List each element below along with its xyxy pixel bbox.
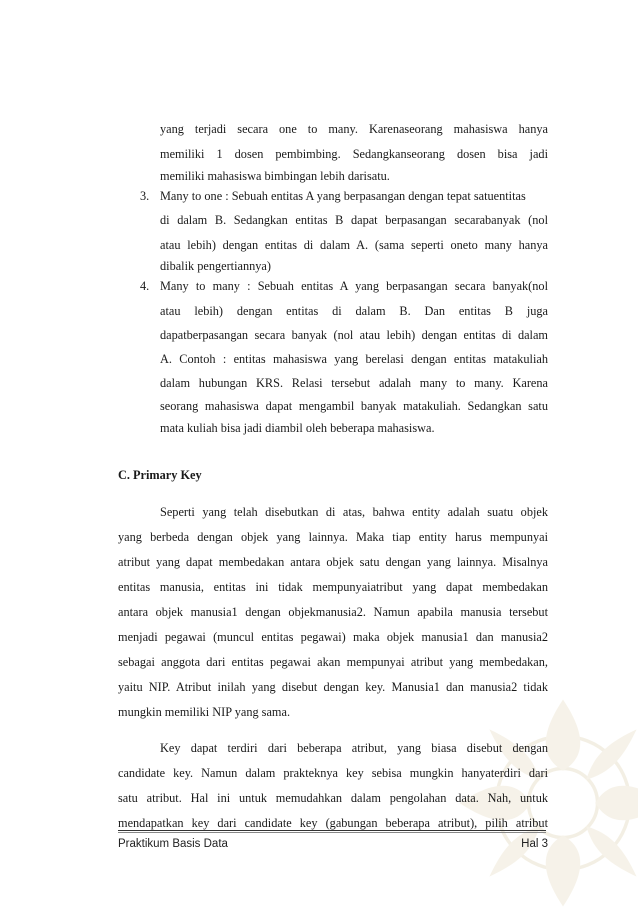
paragraph-line: atribut yang dapat membedakan antara objek satu dengan yang lainnya. Misalnya [118, 555, 548, 569]
paragraph-line: yang berbeda dengan objek yang lainnya. Maka tiap entity harus mempunyai [118, 530, 548, 544]
paragraph-line: mungkin memiliki NIP yang sama. [118, 705, 291, 719]
list-item-line: dibalik pengertiannya) [160, 259, 271, 273]
list-item-line: dalam hubungan KRS. Relasi tersebut adalah many to many. Karena [160, 376, 548, 390]
paragraph-line: antara objek manusia1 dengan objekmanusia2. Namun apabila manusia tersebut [118, 605, 548, 619]
list-item-line: seorang mahasiswa dapat mengambil banyak matakuliah. Sedangkan satu [160, 399, 548, 413]
list-item-line: dapatberpasangan secara banyak (nol atau lebih) dengan entitas di dalam [160, 328, 548, 342]
paragraph-line: sebagai anggota dari entitas pegawai akan mempunyai atribut yang membedakan, [118, 655, 548, 669]
list-number: 4. [140, 279, 150, 293]
paragraph-line: entitas manusia, entitas ini tidak mempunyaiatribut yang dapat membedakan [118, 580, 548, 594]
list-item-line: Many to many : Sebuah entitas A yang berpasangan secara banyak(nol [160, 279, 548, 293]
list-number: 3. [140, 189, 150, 203]
footer-page-number: Hal 3 [521, 838, 548, 850]
paragraph-line: satu atribut. Hal ini untuk memudahkan dalam pengolahan data. Nah, untuk [118, 791, 548, 805]
section-heading: C. Primary Key [118, 468, 202, 482]
paragraph-line: menjadi pegawai (muncul entitas pegawai) maka objek manusia1 dan manusia2 [118, 630, 548, 644]
continuation-line: yang terjadi secara one to many. Karenaseorang mahasiswa hanya [160, 122, 548, 136]
list-item-line: atau lebih) dengan entitas di dalam A. (sama seperti oneto many hanya [160, 238, 548, 252]
footer-rule [118, 832, 546, 833]
footer-course-title: Praktikum Basis Data [118, 838, 228, 850]
paragraph-line: Key dapat terdiri dari beberapa atribut, yang biasa disebut dengan [160, 741, 548, 755]
list-item-line: di dalam B. Sedangkan entitas B dapat berpasangan secarabanyak (nol [160, 213, 548, 227]
footer-rule [118, 830, 546, 831]
list-item-line: atau lebih) dengan entitas di dalam B. Dan entitas B juga [160, 304, 548, 318]
paragraph-line: yaitu NIP. Atribut inilah yang disebut dengan key. Manusia1 dan manusia2 tidak [118, 680, 548, 694]
paragraph-line: mendapatkan key dari candidate key (gabungan beberapa atribut), pilih atribut [118, 816, 548, 830]
continuation-line: memiliki 1 dosen pembimbing. Sedangkanseorang dosen bisa jadi [160, 147, 548, 161]
list-item-line: mata kuliah bisa jadi diambil oleh beberapa mahasiswa. [160, 421, 435, 435]
paragraph-line: Seperti yang telah disebutkan di atas, bahwa entity adalah suatu objek [160, 505, 548, 519]
continuation-line: memiliki mahasiswa bimbingan lebih darisatu. [160, 169, 390, 183]
paragraph-line: candidate key. Namun dalam prakteknya key sebisa mungkin hanyaterdiri dari [118, 766, 548, 780]
list-item-line: Many to one : Sebuah entitas A yang berpasangan dengan tepat satuentitas [160, 189, 526, 203]
list-item-line: A. Contoh : entitas mahasiswa yang berelasi dengan entitas matakuliah [160, 352, 548, 366]
